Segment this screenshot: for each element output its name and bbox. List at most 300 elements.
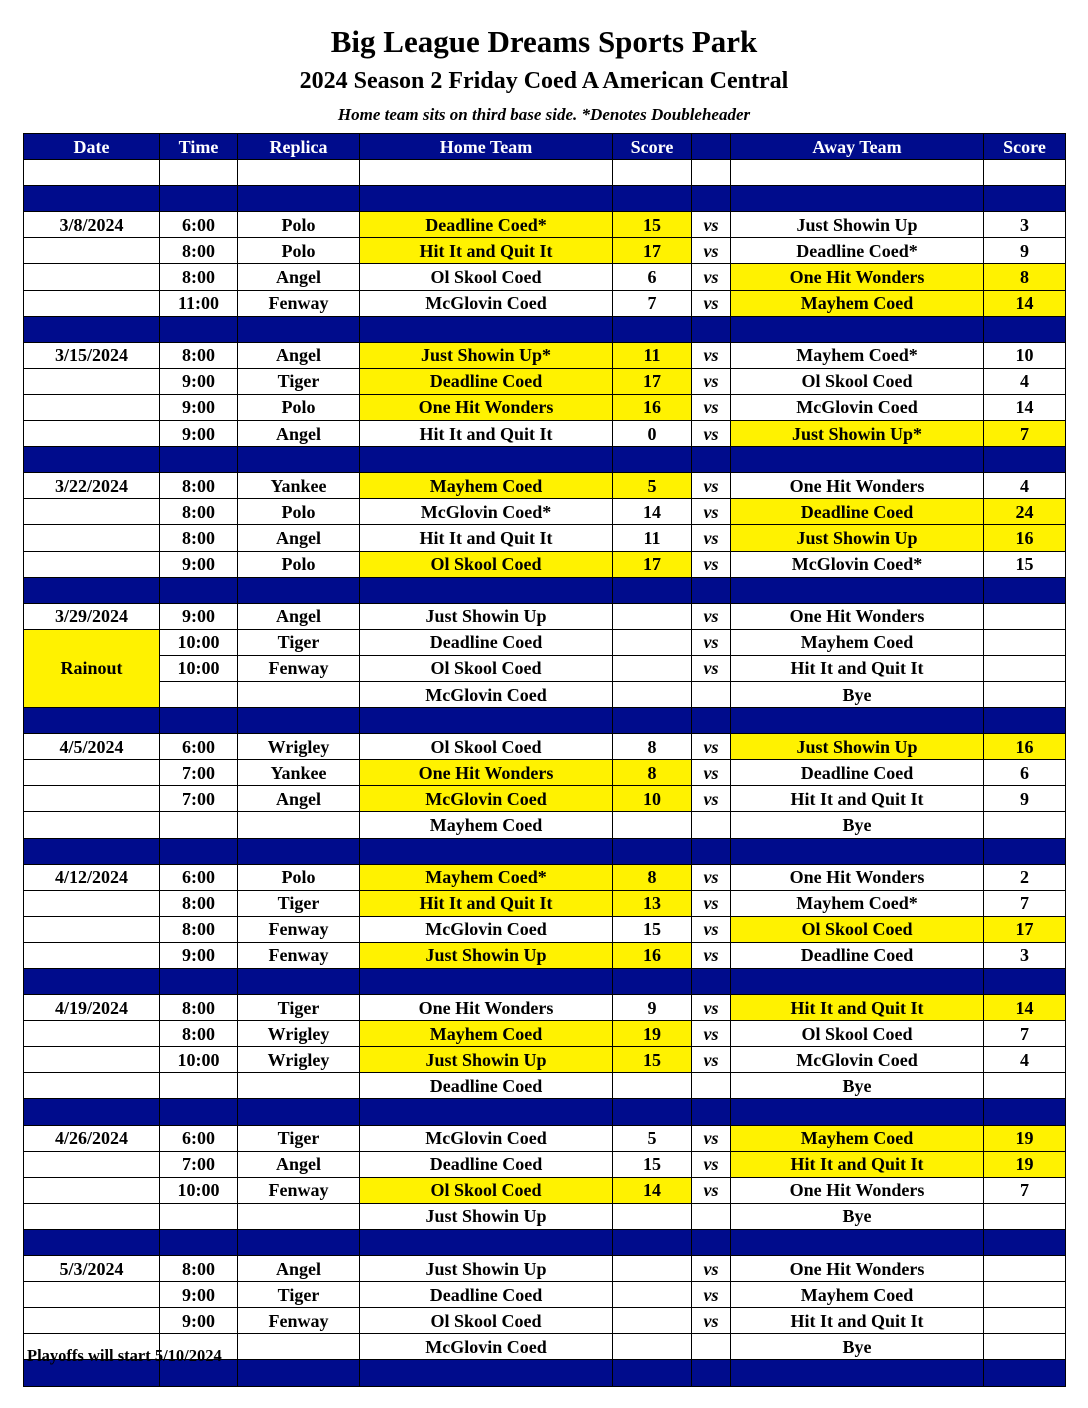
home-team-cell: Mayhem Coed [360,812,613,838]
table-row [24,1151,1066,1177]
empty-cell [613,577,692,603]
page-subtitle: 2024 Season 2 Friday Coed A American Central [299,68,789,94]
home-team-cell: One Hit Wonders [360,995,613,1021]
home-team-cell: Deadline Coed [360,1151,613,1177]
away-score-cell: 7 [984,1177,1066,1203]
time-cell: 8:00 [160,525,238,551]
home-score-cell: 15 [613,212,692,238]
footer-note: Playoffs will start 5/10/2024 [27,1346,222,1365]
date-cell: Rainout [24,629,160,707]
empty-cell [613,447,692,473]
vs-cell: vs [692,1256,731,1282]
col-away-score-header: Score [984,134,1066,160]
away-score-cell [984,1308,1066,1334]
vs-cell [692,812,731,838]
home-score-cell: 11 [613,525,692,551]
empty-cell [984,1099,1066,1125]
away-score-cell: 14 [984,290,1066,316]
away-score-cell [984,1256,1066,1282]
date-cell [24,1047,160,1073]
replica-cell: Fenway [238,290,360,316]
vs-cell [692,1203,731,1229]
away-team-cell: Just Showin Up* [731,421,984,447]
home-score-cell [613,812,692,838]
col-away-team-header: Away Team [731,134,984,160]
empty-cell [24,160,160,186]
empty-cell [160,969,238,995]
away-score-cell: 15 [984,551,1066,577]
away-score-cell: 9 [984,238,1066,264]
time-cell [160,812,238,838]
empty-cell [731,708,984,734]
home-team-cell: McGlovin Coed [360,681,613,707]
date-cell [24,890,160,916]
empty-cell [613,1360,692,1386]
home-team-cell: McGlovin Coed [360,1125,613,1151]
time-cell: 6:00 [160,864,238,890]
empty-cell [360,1099,613,1125]
empty-cell [238,969,360,995]
date-cell [24,368,160,394]
blank-row [24,160,1066,186]
header-note: Home team sits on third base side. *Denotes Doubleheader [337,105,751,124]
empty-cell [24,708,160,734]
empty-cell [238,1099,360,1125]
date-cell [24,1177,160,1203]
vs-cell: vs [692,864,731,890]
empty-cell [360,186,613,212]
table-row [24,525,1066,551]
col-replica-header: Replica [238,134,360,160]
empty-cell [731,577,984,603]
replica-cell: Wrigley [238,1021,360,1047]
empty-cell [360,447,613,473]
away-team-cell: McGlovin Coed* [731,551,984,577]
away-score-cell [984,1334,1066,1360]
vs-cell [692,681,731,707]
table-row [24,368,1066,394]
away-team-cell: Ol Skool Coed [731,368,984,394]
home-score-cell [613,1282,692,1308]
time-cell: 9:00 [160,368,238,394]
home-team-cell: Hit It and Quit It [360,421,613,447]
away-team-cell: Hit It and Quit It [731,995,984,1021]
home-team-cell: McGlovin Coed [360,916,613,942]
away-team-cell: Bye [731,812,984,838]
time-cell: 10:00 [160,655,238,681]
replica-cell: Angel [238,603,360,629]
time-cell: 10:00 [160,1177,238,1203]
date-cell [24,1073,160,1099]
away-score-cell [984,812,1066,838]
home-team-cell: Ol Skool Coed [360,1308,613,1334]
header-row [24,134,1066,160]
vs-cell: vs [692,394,731,420]
away-score-cell: 17 [984,916,1066,942]
empty-cell [360,838,613,864]
date-cell [24,394,160,420]
table-row [24,786,1066,812]
home-team-cell: Ol Skool Coed [360,734,613,760]
vs-cell: vs [692,1047,731,1073]
empty-cell [360,969,613,995]
empty-cell [984,160,1066,186]
away-team-cell: Mayhem Coed [731,629,984,655]
empty-cell [238,447,360,473]
away-score-cell: 4 [984,473,1066,499]
date-cell [24,499,160,525]
table-row [24,1073,1066,1099]
home-score-cell: 8 [613,760,692,786]
date-cell [24,238,160,264]
empty-cell [24,969,160,995]
away-score-cell [984,1203,1066,1229]
vs-cell: vs [692,786,731,812]
home-team-cell: McGlovin Coed [360,786,613,812]
replica-cell: Polo [238,212,360,238]
vs-cell: vs [692,1177,731,1203]
empty-cell [984,316,1066,342]
away-score-cell: 24 [984,499,1066,525]
empty-cell [984,838,1066,864]
replica-cell: Fenway [238,942,360,968]
away-team-cell: Deadline Coed [731,760,984,786]
empty-cell [160,447,238,473]
time-cell: 8:00 [160,473,238,499]
time-cell: 8:00 [160,499,238,525]
empty-cell [984,577,1066,603]
table-row [24,290,1066,316]
time-cell: 11:00 [160,290,238,316]
date-cell: 5/3/2024 [24,1256,160,1282]
time-cell: 9:00 [160,421,238,447]
vs-cell: vs [692,212,731,238]
table-row [24,551,1066,577]
date-cell: 4/12/2024 [24,864,160,890]
separator-row [24,1099,1066,1125]
home-team-cell: Ol Skool Coed [360,264,613,290]
away-score-cell [984,603,1066,629]
empty-cell [160,577,238,603]
date-cell [24,786,160,812]
table-row [24,264,1066,290]
home-score-cell: 17 [613,238,692,264]
away-team-cell: Ol Skool Coed [731,916,984,942]
time-cell: 9:00 [160,551,238,577]
home-score-cell [613,1203,692,1229]
vs-cell: vs [692,238,731,264]
home-team-cell: McGlovin Coed* [360,499,613,525]
away-score-cell: 7 [984,1021,1066,1047]
empty-cell [613,160,692,186]
replica-cell: Fenway [238,916,360,942]
table-row [24,1047,1066,1073]
table-row [24,1308,1066,1334]
date-cell [24,760,160,786]
time-cell: 9:00 [160,1282,238,1308]
empty-cell [692,160,731,186]
away-team-cell: Mayhem Coed [731,290,984,316]
away-score-cell: 14 [984,995,1066,1021]
empty-cell [360,708,613,734]
vs-cell: vs [692,421,731,447]
home-team-cell: Deadline Coed [360,368,613,394]
empty-cell [360,160,613,186]
away-score-cell: 16 [984,525,1066,551]
home-team-cell: Mayhem Coed [360,1021,613,1047]
away-team-cell: Bye [731,681,984,707]
away-score-cell: 10 [984,342,1066,368]
away-score-cell: 16 [984,734,1066,760]
table-row [24,212,1066,238]
away-team-cell: One Hit Wonders [731,603,984,629]
date-cell [24,1203,160,1229]
home-score-cell [613,629,692,655]
home-team-cell: Just Showin Up [360,1203,613,1229]
away-team-cell: Bye [731,1073,984,1099]
empty-cell [731,160,984,186]
time-cell: 9:00 [160,1308,238,1334]
date-cell: 4/19/2024 [24,995,160,1021]
separator-row [24,708,1066,734]
replica-cell: Angel [238,421,360,447]
date-cell: 3/29/2024 [24,603,160,629]
empty-cell [24,186,160,212]
empty-cell [692,969,731,995]
separator-row [24,316,1066,342]
home-score-cell: 10 [613,786,692,812]
vs-cell: vs [692,1308,731,1334]
date-cell [24,1151,160,1177]
empty-cell [238,316,360,342]
home-score-cell: 5 [613,1125,692,1151]
home-score-cell: 17 [613,551,692,577]
replica-cell: Tiger [238,890,360,916]
away-score-cell [984,1282,1066,1308]
empty-cell [160,708,238,734]
away-score-cell [984,1073,1066,1099]
replica-cell: Fenway [238,655,360,681]
away-team-cell: One Hit Wonders [731,1177,984,1203]
home-team-cell: Just Showin Up [360,1047,613,1073]
away-team-cell: Hit It and Quit It [731,655,984,681]
replica-cell: Wrigley [238,1047,360,1073]
home-team-cell: Mayhem Coed [360,473,613,499]
away-score-cell: 3 [984,942,1066,968]
date-cell: 3/22/2024 [24,473,160,499]
empty-cell [238,186,360,212]
date-cell [24,525,160,551]
home-score-cell [613,1334,692,1360]
empty-cell [731,1229,984,1255]
vs-cell: vs [692,890,731,916]
away-score-cell: 9 [984,786,1066,812]
separator-row [24,1229,1066,1255]
empty-cell [984,1360,1066,1386]
away-team-cell: McGlovin Coed [731,394,984,420]
empty-cell [160,160,238,186]
date-cell [24,290,160,316]
home-team-cell: One Hit Wonders [360,394,613,420]
replica-cell: Tiger [238,1125,360,1151]
time-cell: 8:00 [160,238,238,264]
date-cell [24,1282,160,1308]
table-row [24,734,1066,760]
home-score-cell: 5 [613,473,692,499]
date-cell [24,916,160,942]
replica-cell: Yankee [238,760,360,786]
vs-cell: vs [692,1151,731,1177]
time-cell: 9:00 [160,603,238,629]
table-row [24,681,1066,707]
home-score-cell: 17 [613,368,692,394]
table-row [24,1256,1066,1282]
vs-cell [692,1334,731,1360]
away-team-cell: Just Showin Up [731,734,984,760]
home-team-cell: Hit It and Quit It [360,238,613,264]
home-team-cell: Just Showin Up [360,1256,613,1282]
empty-cell [692,577,731,603]
home-team-cell: Just Showin Up [360,603,613,629]
away-score-cell [984,655,1066,681]
vs-cell: vs [692,1021,731,1047]
away-team-cell: Bye [731,1334,984,1360]
home-score-cell: 0 [613,421,692,447]
table-row [24,499,1066,525]
away-team-cell: One Hit Wonders [731,473,984,499]
vs-cell: vs [692,603,731,629]
home-team-cell: Hit It and Quit It [360,525,613,551]
replica-cell: Tiger [238,368,360,394]
home-team-cell: Just Showin Up* [360,342,613,368]
replica-cell: Angel [238,1256,360,1282]
date-cell: 3/8/2024 [24,212,160,238]
time-cell: 8:00 [160,1021,238,1047]
vs-cell: vs [692,290,731,316]
table-row [24,864,1066,890]
away-score-cell [984,681,1066,707]
table-row [24,342,1066,368]
replica-cell [238,1334,360,1360]
empty-cell [160,316,238,342]
away-score-cell: 19 [984,1151,1066,1177]
home-score-cell: 6 [613,264,692,290]
home-score-cell [613,1073,692,1099]
away-score-cell: 4 [984,368,1066,394]
home-team-cell: Mayhem Coed* [360,864,613,890]
empty-cell [160,186,238,212]
empty-cell [984,1229,1066,1255]
home-team-cell: Deadline Coed [360,1282,613,1308]
vs-cell [692,1073,731,1099]
home-team-cell: Deadline Coed* [360,212,613,238]
replica-cell [238,1073,360,1099]
time-cell: 10:00 [160,1047,238,1073]
empty-cell [613,1229,692,1255]
empty-cell [360,1229,613,1255]
home-score-cell [613,681,692,707]
empty-cell [160,1229,238,1255]
empty-cell [360,577,613,603]
replica-cell [238,681,360,707]
empty-cell [984,708,1066,734]
col-vs-header [692,134,731,160]
home-score-cell: 9 [613,995,692,1021]
empty-cell [613,316,692,342]
date-cell [24,264,160,290]
separator-row [24,186,1066,212]
away-team-cell: Hit It and Quit It [731,1151,984,1177]
replica-cell [238,1203,360,1229]
table-row [24,890,1066,916]
time-cell: 8:00 [160,916,238,942]
away-team-cell: Mayhem Coed [731,1125,984,1151]
empty-cell [24,1099,160,1125]
vs-cell: vs [692,916,731,942]
vs-cell: vs [692,368,731,394]
away-team-cell: Mayhem Coed* [731,890,984,916]
away-team-cell: Ol Skool Coed [731,1021,984,1047]
date-cell [24,1021,160,1047]
vs-cell: vs [692,655,731,681]
col-date-header: Date [24,134,160,160]
empty-cell [238,1229,360,1255]
empty-cell [613,1099,692,1125]
table-row [24,421,1066,447]
away-team-cell: McGlovin Coed [731,1047,984,1073]
page-title: Big League Dreams Sports Park [330,24,758,59]
away-team-cell: Just Showin Up [731,525,984,551]
away-team-cell: Mayhem Coed* [731,342,984,368]
col-home-score-header: Score [613,134,692,160]
empty-cell [238,577,360,603]
replica-cell: Angel [238,264,360,290]
time-cell: 7:00 [160,1151,238,1177]
replica-cell: Polo [238,551,360,577]
time-cell [160,681,238,707]
table-row [24,394,1066,420]
vs-cell: vs [692,734,731,760]
vs-cell: vs [692,264,731,290]
home-score-cell: 14 [613,499,692,525]
home-team-cell: Just Showin Up [360,942,613,968]
table-row [24,603,1066,629]
col-time-header: Time [160,134,238,160]
separator-row [24,838,1066,864]
home-score-cell: 11 [613,342,692,368]
empty-cell [692,316,731,342]
table-row [24,1177,1066,1203]
col-home-team-header: Home Team [360,134,613,160]
replica-cell: Tiger [238,629,360,655]
home-team-cell: Deadline Coed [360,1073,613,1099]
empty-cell [692,708,731,734]
vs-cell: vs [692,760,731,786]
home-score-cell: 16 [613,394,692,420]
separator-row [24,447,1066,473]
away-team-cell: Just Showin Up [731,212,984,238]
replica-cell: Angel [238,525,360,551]
table-row [24,942,1066,968]
away-score-cell: 19 [984,1125,1066,1151]
home-score-cell: 19 [613,1021,692,1047]
time-cell: 8:00 [160,264,238,290]
away-team-cell: One Hit Wonders [731,864,984,890]
time-cell: 8:00 [160,342,238,368]
time-cell: 10:00 [160,629,238,655]
away-team-cell: Deadline Coed* [731,238,984,264]
table-row [24,812,1066,838]
